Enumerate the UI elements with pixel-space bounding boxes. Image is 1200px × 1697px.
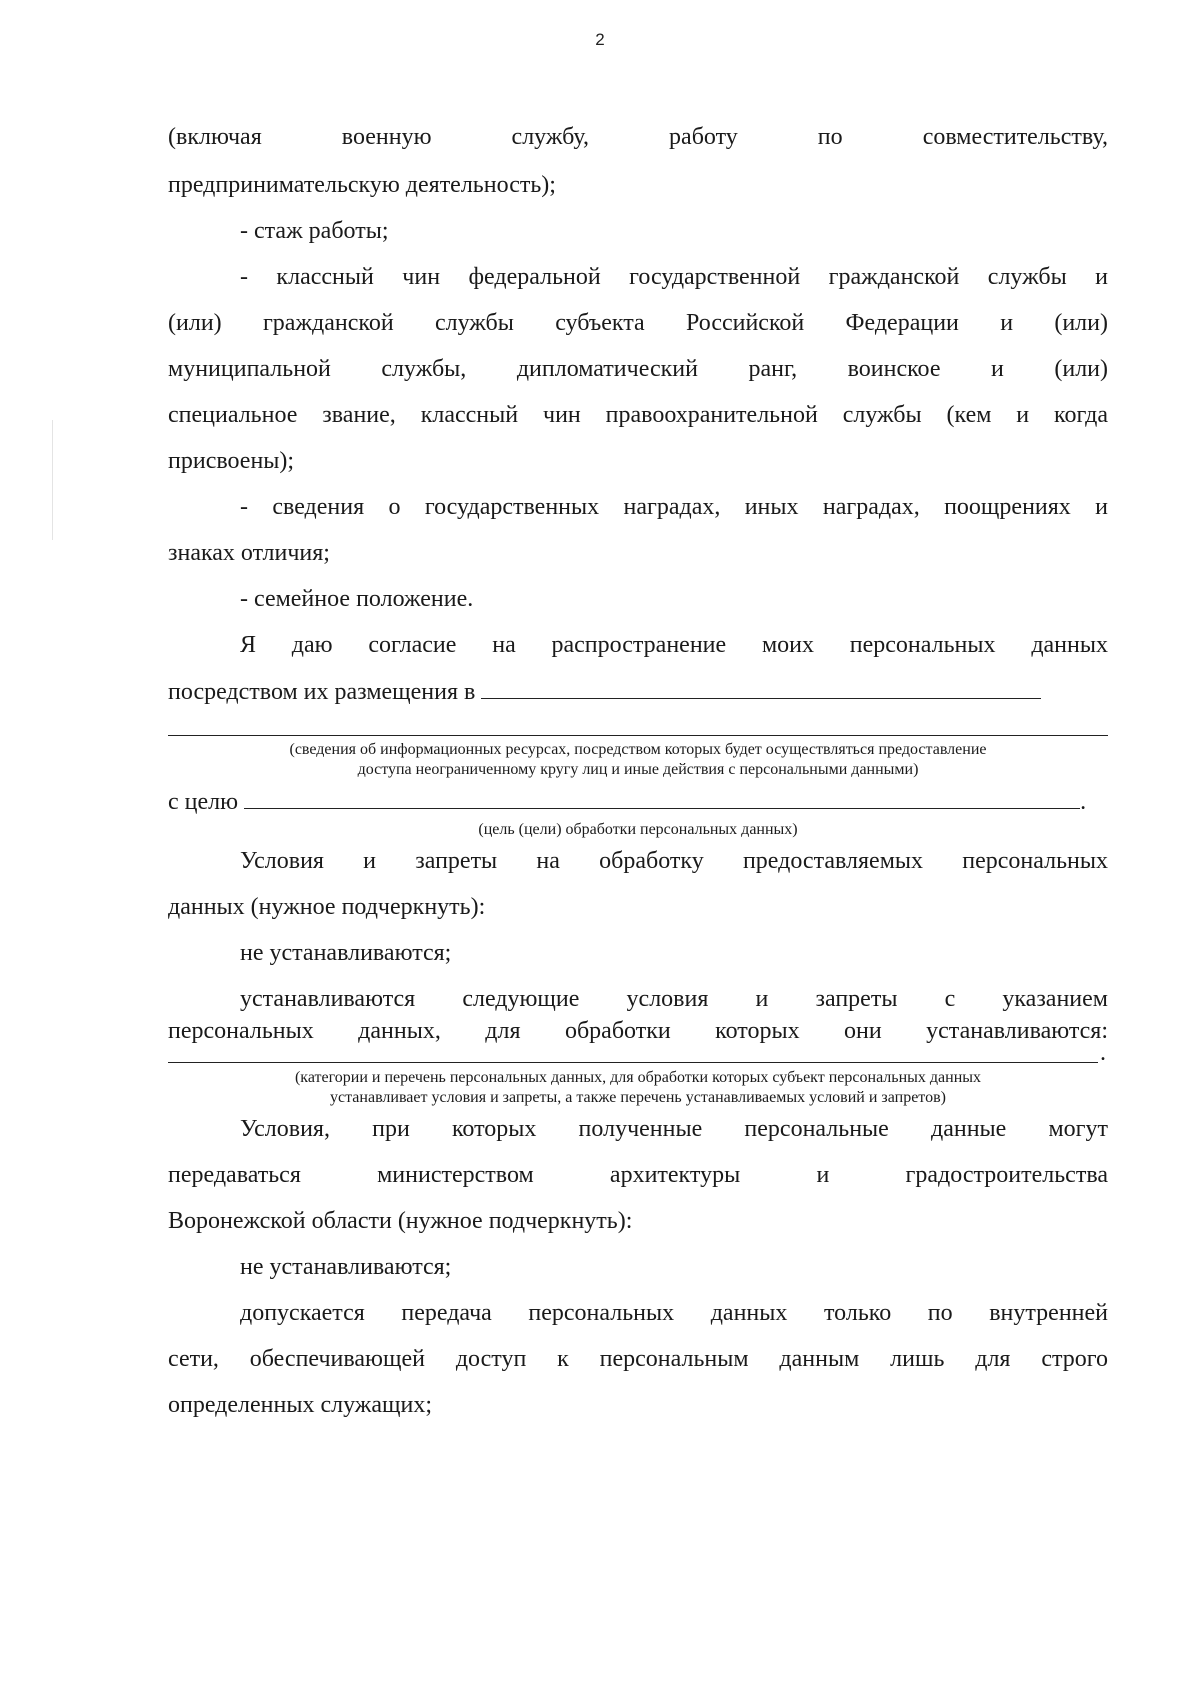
caption-resources-line-2: доступа неограниченному кругу лиц и иные действия с персональными данными) <box>357 761 919 778</box>
text-line-11: - семейное положение. <box>240 586 474 612</box>
text-line-13-label: посредством их размещения в <box>168 679 476 705</box>
text-line-19-end: . <box>1100 1040 1106 1066</box>
text-line-9: - сведения о государственных наградах, иных наградах, поощрениях и <box>240 494 1108 520</box>
fill-in-blank-purpose <box>244 786 1080 809</box>
text-line-6: муниципальной службы, дипломатический ранг, воинское и (или) <box>168 356 1108 382</box>
text-line-8: присвоены); <box>168 448 295 474</box>
fill-in-blank-resources <box>481 676 1041 699</box>
text-line-20: Условия, при которых полученные персональные данные могут <box>240 1116 1108 1142</box>
text-line-3: - стаж работы; <box>240 218 389 244</box>
text-line-7: специальное звание, классный чин правоохранительной службы (кем и когда <box>168 402 1108 428</box>
page-number: 2 <box>595 30 605 49</box>
scan-margin-mark <box>52 420 53 540</box>
caption-categories-line-2: устанавливает условия и запреты, а также перечень устанавливаемых условий и запретов) <box>330 1089 946 1106</box>
text-line-24: допускается передача персональных данных только по внутренней <box>240 1300 1108 1326</box>
text-line-14 <box>168 786 1086 817</box>
fill-in-rule-resources <box>168 735 1108 736</box>
text-line-19: персональных данных, для обработки которых они устанавливаются: <box>168 1018 1108 1044</box>
text-line-15: Условия и запреты на обработку предоставляемых персональных <box>240 848 1108 874</box>
text-line-23: не устанавливаются; <box>240 1254 452 1280</box>
text-line-5: (или) гражданской службы субъекта Российской Федерации и (или) <box>168 310 1108 336</box>
caption-resources-line-1: (сведения об информационных ресурсах, посредством которых будет осуществляться предоставление <box>289 741 987 758</box>
caption-purpose: (цель (цели) обработки персональных данных) <box>478 821 798 838</box>
text-line-12: Я даю согласие на распространение моих персональных данных <box>240 632 1108 658</box>
text-line-16: данных (нужное подчеркнуть): <box>168 894 486 920</box>
text-line-14-end: . <box>1080 789 1087 815</box>
text-line-4: - классный чин федеральной государственной гражданской службы и <box>240 264 1108 290</box>
text-line-10: знаках отличия; <box>168 540 330 566</box>
text-line-17: не устанавливаются; <box>240 940 452 966</box>
text-line-13 <box>168 676 1041 707</box>
text-line-25: сети, обеспечивающей доступ к персональным данным лишь для строго <box>168 1346 1108 1372</box>
text-line-2: предпринимательскую деятельность); <box>168 172 556 198</box>
text-line-18: устанавливаются следующие условия и запреты с указанием <box>240 986 1108 1012</box>
text-line-1: (включая военную службу, работу по совместительству, <box>168 124 1108 150</box>
text-line-22: Воронежской области (нужное подчеркнуть): <box>168 1208 633 1234</box>
text-line-26: определенных служащих; <box>168 1392 433 1418</box>
caption-categories-line-1: (категории и перечень персональных данных, для обработки которых субъект персональных данных <box>294 1069 982 1086</box>
fill-in-rule-categories <box>168 1062 1098 1063</box>
text-line-14-label: с целю <box>168 789 239 815</box>
text-line-21: передаваться министерством архитектуры и градостроительства <box>168 1162 1108 1188</box>
